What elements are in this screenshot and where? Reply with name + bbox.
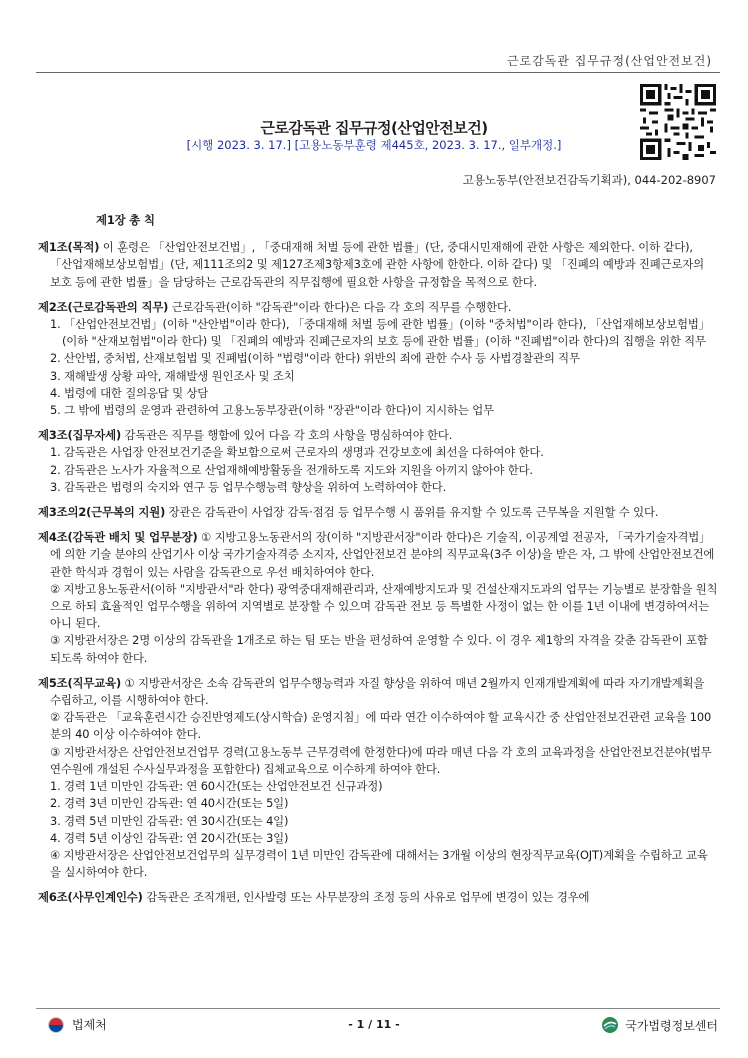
article-heading: 제3조(집무자세) xyxy=(38,428,122,443)
article-4 xyxy=(38,529,718,667)
article-heading: 제3조의2(근무복의 지원) xyxy=(38,505,166,520)
article-text: 장관은 감독관이 사업장 감독·점검 등 업무수행 시 품위를 유지할 수 있도록 근무복을 지원할 수 있다. xyxy=(165,505,659,520)
footer-right xyxy=(601,1016,718,1034)
article-text: 근로감독관(이하 "감독관"이라 한다)은 다음 각 호의 직무를 수행한다. xyxy=(168,299,512,314)
article-text: ① 지방고용노동관서의 장(이하 "지방관서장"이라 한다)은 기술직, 이공계열 전공자, 「국가기술자격법」에 의한 기술 분야의 산업기사 이상 국가기술자격증 소지자, 산업안전보건 분야의 직무교육(3주 이상)을 받은 자, 그 밖에 산업안전보건에 관한 학식과 경험이 있는 사람을 감독관으로 우선 배치하여야 한다. xyxy=(50,530,715,579)
header-divider xyxy=(36,72,720,73)
article-text: 감독관은 직무를 행함에 있어 다음 각 호의 사항을 명심하여야 한다. xyxy=(121,428,453,443)
enforcement-info: [시행 2023. 3. 17.] [고용노동부훈령 제445호, 2023. 3. 17., 일부개정.] xyxy=(186,138,562,152)
article-heading: 제4조(감독관 배치 및 업무분장) xyxy=(38,530,198,545)
article-paragraph: ③ 지방관서장은 산업안전보건업무 경력(고용노동부 근무경력에 한정한다)에 따라 매년 다음 각 호의 교육과정을 산업안전보건분야(법무연수원에 개설된 수사실무과정을 포함한다) 집체교육으로 이수하게 하여야 한다. xyxy=(50,744,712,776)
article-item: 1. 「산업안전보건법」(이하 "산안법"이라 한다), 「중대재해 처벌 등에 관한 법률」(이하 "중처법"이라 한다), 「산업재해보상보험법」(이하 "산재보험법"이라 한다) 및 「진폐의 예방과 진폐근로자의 보호 등에 관한 법률」(이하 "진폐법"이라 한다)의 집행을 위한 직무 xyxy=(50,317,710,349)
article-item: 1. 경력 1년 미만인 감독관: 연 60시간(또는 산업안전보건 신규과정) xyxy=(50,779,383,794)
article-heading: 제1조(목적) xyxy=(38,240,100,255)
article-item: 4. 법령에 대한 질의응답 및 상담 xyxy=(50,385,209,400)
article-item: 3. 감독관은 법령의 숙지와 연구 등 업무수행능력 향상을 위하여 노력하여야 한다. xyxy=(50,479,447,494)
article-item: 2. 감독관은 노사가 자율적으로 산업재해예방활동을 전개하도록 지도와 지원을 아끼지 않아야 한다. xyxy=(50,462,533,477)
article-2 xyxy=(38,299,718,419)
article-text: 이 훈령은 「산업안전보건법」, 「중대재해 처벌 등에 관한 법률」(단, 중대시민재해에 관한 사항은 제외한다. 이하 같다), 「산업재해보상보험법」(단, 제111조의2 및 제127조제3항제3호에 관한 사항에 한한다. 이하 같다) 및 「진폐의 예방과 진폐근로자의 보호 등에 관한 법률」을 담당하는 근로감독관의 직무집행에 필요한 사항을 규정함을 목적으로 한다. xyxy=(50,240,705,289)
article-1 xyxy=(38,239,718,291)
article-item: 4. 경력 5년 이상인 감독관: 연 20시간(또는 3일) xyxy=(50,830,289,845)
article-6 xyxy=(38,889,718,906)
article-item: 3. 경력 5년 미만인 감독관: 연 30시간(또는 4일) xyxy=(50,813,289,828)
article-5 xyxy=(38,675,718,881)
article-item: 1. 감독관은 사업장 안전보건기준을 확보함으로써 근로자의 생명과 건강보호에 최선을 다하여야 한다. xyxy=(50,445,544,460)
article-paragraph: ② 감독관은 「교육훈련시간 승진반영제도(상시학습) 운영지침」에 따라 연간 이수하여야 할 교육시간 중 산업안전보건관련 교육을 100분의 40 이상 이수하여야 한다. xyxy=(50,710,712,742)
article-item: 2. 산안법, 중처법, 산재보험법 및 진폐법(이하 "법령"이라 한다) 위반의 죄에 관한 수사 등 사법경찰관의 직무 xyxy=(50,351,580,366)
article-heading: 제6조(사무인계인수) xyxy=(38,890,143,905)
article-text: ① 지방관서장은 소속 감독관의 업무수행능력과 자질 향상을 위하여 매년 2월까지 인재개발계획에 따라 자기개발계획을 수립하고, 이를 시행하여야 한다. xyxy=(50,675,705,708)
chapter-heading: 제1장 총 칙 xyxy=(96,213,155,227)
law-info-center-logo-icon xyxy=(601,1016,619,1034)
article-heading: 제2조(근로감독관의 직무) xyxy=(38,299,169,314)
page-number: - 1 / 11 - xyxy=(348,1018,400,1031)
footer-left-label: 법제처 xyxy=(72,1018,107,1032)
article-text: 감독관은 조직개편, 인사발령 또는 사무분장의 조정 등의 사유로 업무에 변경이 있는 경우에 xyxy=(142,890,590,905)
ministry-contact: 고용노동부(안전보건감독기획과), 044-202-8907 xyxy=(462,173,716,187)
footer-right-label: 국가법령정보센터 xyxy=(625,1018,718,1033)
article-paragraph: ② 지방고용노동관서(이하 "지방관서"라 한다) 광역중대재해관리과, 산재예방지도과 및 건설산재지도과의 업무는 기능별로 분장함을 원칙으로 하되 효율적인 업무수행을 위하여 지역별로 분장할 수 있으며 감독관 전보 등 특별한 사정이 없는 한 이를 1년 이내에 변경하여서는 아니 된다. xyxy=(50,581,718,631)
document-body xyxy=(38,212,718,915)
article-3-2 xyxy=(38,504,718,521)
article-heading: 제5조(직무교육) xyxy=(38,675,122,690)
article-3 xyxy=(38,427,718,496)
document-title: 근로감독관 집무규정(산업안전보건) xyxy=(260,119,488,137)
article-item: 2. 경력 3년 미만인 감독관: 연 40시간(또는 5일) xyxy=(50,796,289,811)
article-paragraph: ④ 지방관서장은 산업안전보건업무의 실무경력이 1년 미만인 감독관에 대해서는 3개월 이상의 현장직무교육(OJT)계획을 수립하고 교육을 실시하여야 한다. xyxy=(50,847,708,880)
running-header: 근로감독관 집무규정(산업안전보건) xyxy=(506,54,712,68)
article-paragraph: ③ 지방관서장은 2명 이상의 감독관을 1개조로 하는 팀 또는 반을 편성하여 운영할 수 있다. 이 경우 제1항의 자격을 갖춘 감독관이 포함되도록 하여야 한다. xyxy=(50,633,708,665)
article-item: 5. 그 밖에 법령의 운영과 관련하여 고용노동부장관(이하 "장관"이라 한다)이 지시하는 업무 xyxy=(50,403,494,418)
footer-divider xyxy=(36,1008,720,1009)
article-item: 3. 재해발생 상황 파악, 재해발생 원인조사 및 조치 xyxy=(50,368,295,383)
